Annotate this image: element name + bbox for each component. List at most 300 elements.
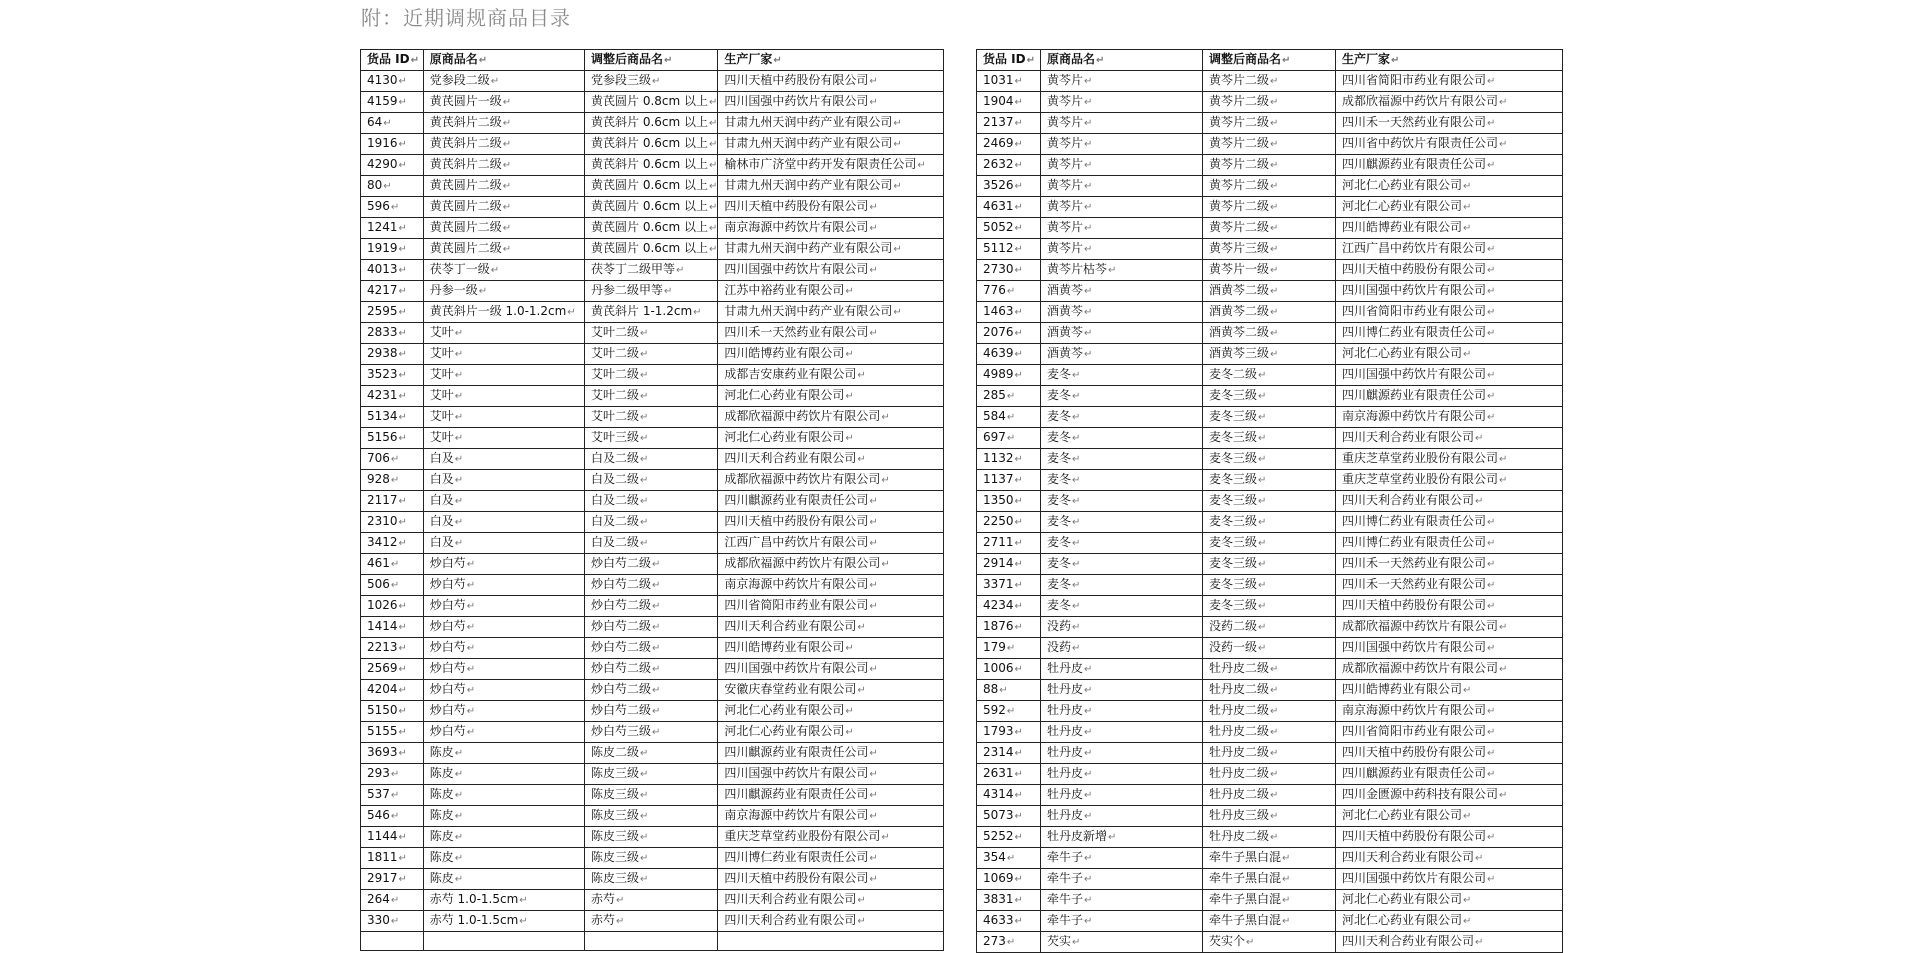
cell-text: 3831 — [983, 892, 1014, 906]
item-id-cell — [977, 659, 1041, 680]
cell-text: 四川国强中药饮片有限公司 — [1342, 871, 1487, 885]
original-name-cell — [423, 386, 584, 407]
paragraph-mark: ↵ — [616, 916, 625, 927]
paragraph-mark: ↵ — [1006, 412, 1016, 423]
adjusted-name-cell — [585, 869, 718, 890]
manufacturer-cell — [718, 848, 944, 869]
item-id-cell — [977, 533, 1041, 554]
cell-text: 黄芩片 — [1047, 241, 1084, 255]
item-id-cell — [361, 302, 424, 323]
manufacturer-cell — [1336, 491, 1563, 512]
paragraph-mark: ↵ — [1258, 643, 1267, 654]
paragraph-mark: ↵ — [1014, 307, 1023, 318]
paragraph-mark: ↵ — [519, 895, 528, 906]
original-name-cell — [423, 827, 584, 848]
paragraph-mark: ↵ — [1499, 475, 1508, 486]
adjusted-name-cell — [1203, 617, 1336, 638]
cell-text: 264 — [367, 892, 390, 906]
paragraph-mark: ↵ — [1084, 706, 1093, 717]
table-row — [361, 134, 944, 155]
adjusted-name-cell — [585, 722, 718, 743]
table-row — [977, 680, 1563, 701]
paragraph-mark: ↵ — [1026, 55, 1035, 66]
cell-text: 没药 — [1047, 619, 1072, 633]
cell-text: 牵牛子 — [1047, 871, 1084, 885]
table-row — [977, 512, 1563, 533]
paragraph-mark: ↵ — [502, 244, 512, 255]
paragraph-mark: ↵ — [869, 811, 878, 822]
cell-text: 白及 — [429, 514, 454, 528]
adjusted-name-cell — [1203, 596, 1336, 617]
cell-text: 四川天植中药股份有限公司 — [724, 199, 869, 213]
cell-text: 4314 — [983, 787, 1014, 801]
item-id-cell — [977, 617, 1041, 638]
manufacturer-cell — [1336, 659, 1563, 680]
paragraph-mark: ↵ — [1463, 223, 1472, 234]
cell-text: 牵牛子黑白混 — [1209, 871, 1282, 885]
paragraph-mark: ↵ — [1014, 769, 1023, 780]
paragraph-mark: ↵ — [398, 412, 407, 423]
cell-text: 黄芩片 — [1047, 73, 1084, 87]
paragraph-mark: ↵ — [1072, 433, 1081, 444]
manufacturer-cell — [718, 449, 944, 470]
item-id-cell — [977, 911, 1041, 932]
table-row — [977, 218, 1563, 239]
page-title: 附：近期调规商品目录 — [361, 6, 571, 30]
cell-text: 成都欣福源中药饮片有限公司 — [1342, 619, 1499, 633]
paragraph-mark: ↵ — [1487, 517, 1496, 528]
paragraph-mark: ↵ — [454, 748, 464, 759]
original-name-cell — [1041, 911, 1203, 932]
right-table-header-row — [977, 50, 1563, 71]
cell-text: 黄芪斜片 0.6cm 以上 — [591, 136, 709, 150]
item-id-cell — [977, 113, 1041, 134]
paragraph-mark: ↵ — [1084, 769, 1093, 780]
cell-text: 5134 — [367, 409, 398, 423]
cell-text: 1811 — [367, 850, 398, 864]
paragraph-mark: ↵ — [869, 874, 878, 885]
original-name-cell — [423, 512, 584, 533]
table-row — [977, 239, 1563, 260]
adjusted-name-cell — [585, 596, 718, 617]
cell-text: 四川皓博药业有限公司 — [1342, 682, 1463, 696]
cell-text: 河北仁心药业有限公司 — [724, 724, 845, 738]
paragraph-mark: ↵ — [1014, 517, 1023, 528]
paragraph-mark: ↵ — [466, 664, 476, 675]
original-name-cell — [1041, 932, 1203, 953]
cell-text: 白及二级 — [591, 472, 640, 486]
paragraph-mark: ↵ — [1487, 265, 1496, 276]
original-name-cell — [1041, 365, 1203, 386]
paragraph-mark: ↵ — [502, 139, 512, 150]
cell-text: 艾叶 — [429, 409, 454, 423]
table-row — [361, 92, 944, 113]
paragraph-mark: ↵ — [1084, 139, 1093, 150]
cell-text: 1793 — [983, 724, 1014, 738]
cell-text: 牵牛子 — [1047, 913, 1084, 927]
item-id-cell — [361, 386, 424, 407]
item-id-cell — [977, 638, 1041, 659]
manufacturer-cell — [1336, 92, 1563, 113]
adjusted-name-cell — [585, 680, 718, 701]
cell-text: 麦冬 — [1047, 388, 1072, 402]
paragraph-mark: ↵ — [398, 328, 407, 339]
manufacturer-cell — [718, 806, 944, 827]
cell-text: 河北仁心药业有限公司 — [1342, 199, 1463, 213]
adjusted-name-cell — [585, 260, 718, 281]
cell-text: 河北仁心药业有限公司 — [1342, 913, 1463, 927]
column-header — [718, 50, 944, 71]
manufacturer-cell — [718, 512, 944, 533]
cell-text: 党参段三级 — [591, 73, 652, 87]
original-name-cell — [1041, 890, 1203, 911]
original-name-cell — [423, 491, 584, 512]
original-name-cell — [1041, 827, 1203, 848]
cell-text: 艾叶三级 — [591, 430, 640, 444]
cell-text: 成都欣福源中药饮片有限公司 — [1342, 661, 1499, 675]
cell-text: 炒白芍二级 — [591, 682, 652, 696]
item-id-cell — [361, 596, 424, 617]
paragraph-mark: ↵ — [693, 307, 702, 318]
cell-text: 艾叶二级 — [591, 325, 640, 339]
cell-text: 艾叶 — [429, 346, 454, 360]
paragraph-mark: ↵ — [398, 307, 407, 318]
cell-text: 5252 — [983, 829, 1014, 843]
paragraph-mark: ↵ — [1014, 601, 1023, 612]
cell-text: 炒白芍二级 — [591, 619, 652, 633]
paragraph-mark: ↵ — [466, 580, 476, 591]
paragraph-mark: ↵ — [466, 559, 476, 570]
cell-text: 艾叶 — [429, 430, 454, 444]
manufacturer-cell — [718, 260, 944, 281]
original-name-cell — [1041, 260, 1203, 281]
paragraph-mark: ↵ — [1463, 202, 1472, 213]
original-name-cell — [423, 239, 584, 260]
cell-text: 80 — [367, 178, 383, 192]
table-row — [977, 155, 1563, 176]
paragraph-mark: ↵ — [1014, 370, 1023, 381]
adjusted-name-cell — [1203, 239, 1336, 260]
table-row — [977, 743, 1563, 764]
table-row — [361, 764, 944, 785]
item-id-cell — [361, 218, 424, 239]
paragraph-mark: ↵ — [1084, 727, 1093, 738]
table-row — [977, 365, 1563, 386]
adjusted-name-cell — [585, 638, 718, 659]
manufacturer-cell — [1336, 260, 1563, 281]
item-id-cell — [977, 491, 1041, 512]
cell-text: 928 — [367, 472, 390, 486]
paragraph-mark: ↵ — [893, 118, 902, 129]
paragraph-mark: ↵ — [640, 370, 649, 381]
cell-text: 南京海源中药饮片有限公司 — [1342, 703, 1487, 717]
paragraph-mark: ↵ — [640, 790, 649, 801]
item-id-cell — [361, 344, 424, 365]
cell-text: 四川国强中药饮片有限公司 — [1342, 367, 1487, 381]
cell-text: 牵牛子黑白混 — [1209, 892, 1282, 906]
cell-text: 牡丹皮二级 — [1209, 724, 1270, 738]
paragraph-mark: ↵ — [1072, 622, 1081, 633]
paragraph-mark: ↵ — [398, 706, 407, 717]
paragraph-mark: ↵ — [390, 580, 400, 591]
table-row — [361, 911, 944, 932]
table-row — [361, 176, 944, 197]
cell-text: 黄芪圆片二级 — [429, 199, 502, 213]
manufacturer-cell — [1336, 512, 1563, 533]
cell-text: 2595 — [367, 304, 398, 318]
cell-text: 丹参二级甲等 — [591, 283, 664, 297]
item-id-cell — [361, 449, 424, 470]
cell-text: 陈皮 — [429, 871, 454, 885]
table-row — [977, 344, 1563, 365]
item-id-cell — [977, 869, 1041, 890]
paragraph-mark: ↵ — [1258, 433, 1267, 444]
manufacturer-cell — [1336, 365, 1563, 386]
paragraph-mark: ↵ — [1084, 685, 1093, 696]
paragraph-mark: ↵ — [1014, 244, 1023, 255]
cell-text: 330 — [367, 913, 390, 927]
original-name-cell — [1041, 134, 1203, 155]
adjusted-name-cell — [1203, 470, 1336, 491]
table-row — [977, 134, 1563, 155]
table-row — [361, 596, 944, 617]
adjusted-name-cell — [1203, 722, 1336, 743]
cell-text: 茯苓丁二级甲等 — [591, 262, 676, 276]
paragraph-mark: ↵ — [1084, 916, 1093, 927]
paragraph-mark: ↵ — [640, 811, 649, 822]
paragraph-mark: ↵ — [1006, 433, 1016, 444]
table-row — [977, 806, 1563, 827]
original-name-cell — [423, 71, 584, 92]
original-name-cell — [423, 722, 584, 743]
paragraph-mark: ↵ — [502, 223, 512, 234]
cell-text: 炒白芍 — [429, 556, 466, 570]
table-row — [977, 386, 1563, 407]
paragraph-mark: ↵ — [1014, 118, 1023, 129]
paragraph-mark: ↵ — [390, 895, 400, 906]
original-name-cell — [1041, 281, 1203, 302]
cell-text: 炒白芍二级 — [591, 598, 652, 612]
paragraph-mark: ↵ — [857, 622, 866, 633]
adjusted-name-cell — [585, 239, 718, 260]
cell-text: 黄芩片二级 — [1209, 157, 1270, 171]
cell-text: 1463 — [983, 304, 1014, 318]
cell-text: 陈皮三级 — [591, 829, 640, 843]
cell-text: 四川省中药饮片有限责任公司 — [1342, 136, 1499, 150]
item-id-cell — [977, 176, 1041, 197]
original-name-cell — [1041, 638, 1203, 659]
cell-text: 牡丹皮 — [1047, 745, 1084, 759]
cell-text: 四川天植中药股份有限公司 — [1342, 262, 1487, 276]
table-row — [361, 449, 944, 470]
table-row — [361, 827, 944, 848]
cell-text: 4633 — [983, 913, 1014, 927]
cell-text: 黄芩片二级 — [1209, 94, 1270, 108]
left-table-header-row — [361, 50, 944, 71]
paragraph-mark: ↵ — [1463, 349, 1472, 360]
table-row — [361, 407, 944, 428]
paragraph-mark: ↵ — [1014, 727, 1023, 738]
item-id-cell — [977, 155, 1041, 176]
paragraph-mark: ↵ — [454, 538, 464, 549]
paragraph-mark: ↵ — [652, 664, 661, 675]
item-id-cell — [977, 764, 1041, 785]
item-id-cell — [977, 281, 1041, 302]
paragraph-mark: ↵ — [390, 916, 400, 927]
paragraph-mark: ↵ — [881, 559, 890, 570]
cell-text: 黄芩片 — [1047, 94, 1084, 108]
cell-text: 黄芩片 — [1047, 157, 1084, 171]
original-name-cell — [423, 785, 584, 806]
cell-text: 4639 — [983, 346, 1014, 360]
paragraph-mark: ↵ — [1096, 55, 1105, 66]
manufacturer-cell — [718, 869, 944, 890]
paragraph-mark: ↵ — [640, 538, 649, 549]
paragraph-mark: ↵ — [1072, 580, 1081, 591]
manufacturer-cell — [1336, 71, 1563, 92]
paragraph-mark: ↵ — [1487, 160, 1496, 171]
paragraph-mark: ↵ — [383, 118, 392, 129]
original-name-cell — [1041, 113, 1203, 134]
paragraph-mark: ↵ — [1487, 706, 1496, 717]
original-name-cell — [423, 281, 584, 302]
cell-text: 黄芪圆片二级 — [429, 220, 502, 234]
item-id-cell — [977, 701, 1041, 722]
original-name-cell — [1041, 218, 1203, 239]
item-id-cell — [977, 386, 1041, 407]
cell-text: 四川天利合药业有限公司 — [724, 619, 857, 633]
cell-text: 黄芩片二级 — [1209, 178, 1270, 192]
original-name-cell — [1041, 449, 1203, 470]
cell-text: 成都欣福源中药饮片有限公司 — [1342, 94, 1499, 108]
table-row — [361, 617, 944, 638]
manufacturer-cell — [718, 323, 944, 344]
paragraph-mark: ↵ — [857, 685, 866, 696]
paragraph-mark: ↵ — [1270, 118, 1279, 129]
cell-text: 四川国强中药饮片有限公司 — [1342, 283, 1487, 297]
cell-text: 黄芩片二级 — [1209, 199, 1270, 213]
paragraph-mark: ↵ — [1014, 874, 1023, 885]
adjusted-name-cell — [1203, 701, 1336, 722]
adjusted-name-cell — [585, 323, 718, 344]
cell-text: 麦冬 — [1047, 598, 1072, 612]
paragraph-mark: ↵ — [398, 349, 407, 360]
paragraph-mark: ↵ — [652, 685, 661, 696]
paragraph-mark: ↵ — [1084, 286, 1093, 297]
manufacturer-cell — [718, 344, 944, 365]
original-name-cell — [1041, 575, 1203, 596]
paragraph-mark: ↵ — [1270, 685, 1279, 696]
paragraph-mark: ↵ — [1270, 286, 1279, 297]
cell-text: 麦冬三级 — [1209, 556, 1258, 570]
item-id-cell — [361, 365, 424, 386]
manufacturer-cell — [1336, 722, 1563, 743]
original-name-cell — [423, 218, 584, 239]
adjusted-name-cell — [1203, 890, 1336, 911]
adjusted-name-cell — [585, 890, 718, 911]
table-row — [361, 302, 944, 323]
column-header — [1336, 50, 1563, 71]
cell-text: 776 — [983, 283, 1006, 297]
cell-text: 重庆芝草堂药业股份有限公司 — [724, 829, 881, 843]
paragraph-mark: ↵ — [1084, 748, 1093, 759]
table-row — [361, 197, 944, 218]
paragraph-mark: ↵ — [1014, 895, 1023, 906]
adjusted-name-cell — [1203, 575, 1336, 596]
cell-text: 四川天利合药业有限公司 — [724, 892, 857, 906]
cell-text: 293 — [367, 766, 390, 780]
cell-text: 牡丹皮 — [1047, 766, 1084, 780]
cell-text: 1919 — [367, 241, 398, 255]
paragraph-mark: ↵ — [454, 433, 464, 444]
cell-text: 四川皓博药业有限公司 — [724, 640, 845, 654]
cell-text: 四川麒源药业有限责任公司 — [724, 745, 869, 759]
paragraph-mark: ↵ — [398, 832, 407, 843]
paragraph-mark: ↵ — [1487, 727, 1496, 738]
cell-text: 麦冬三级 — [1209, 451, 1258, 465]
table-row — [361, 701, 944, 722]
item-id-cell — [361, 113, 424, 134]
cell-text: 四川禾一天然药业有限公司 — [1342, 577, 1487, 591]
adjusted-name-cell — [585, 932, 718, 951]
paragraph-mark: ↵ — [845, 643, 854, 654]
cell-text: 四川国强中药饮片有限公司 — [724, 94, 869, 108]
paragraph-mark: ↵ — [390, 454, 400, 465]
cell-text: 酒黄芩 — [1047, 283, 1084, 297]
manufacturer-cell — [718, 554, 944, 575]
manufacturer-cell — [718, 176, 944, 197]
cell-text: 成都欣福源中药饮片有限公司 — [724, 472, 881, 486]
table-row — [361, 71, 944, 92]
paragraph-mark: ↵ — [1258, 496, 1267, 507]
paragraph-mark: ↵ — [845, 286, 854, 297]
item-id-cell — [361, 764, 424, 785]
paragraph-mark: ↵ — [652, 580, 661, 591]
paragraph-mark: ↵ — [1463, 811, 1472, 822]
original-name-cell — [423, 323, 584, 344]
paragraph-mark: ↵ — [502, 118, 512, 129]
manufacturer-cell — [718, 533, 944, 554]
cell-text: 2938 — [367, 346, 398, 360]
paragraph-mark: ↵ — [1487, 328, 1496, 339]
original-name-cell — [1041, 176, 1203, 197]
cell-text: 牡丹皮二级 — [1209, 745, 1270, 759]
cell-text: 1350 — [983, 493, 1014, 507]
paragraph-mark: ↵ — [398, 244, 407, 255]
cell-text: 重庆芝草堂药业股份有限公司 — [1342, 451, 1499, 465]
adjusted-name-cell — [585, 533, 718, 554]
cell-text: 河北仁心药业有限公司 — [1342, 178, 1463, 192]
cell-text: 牡丹皮 — [1047, 703, 1084, 717]
paragraph-mark: ↵ — [1006, 391, 1016, 402]
cell-text: 重庆芝草堂药业股份有限公司 — [1342, 472, 1499, 486]
cell-text: 陈皮三级 — [591, 766, 640, 780]
cell-text: 牡丹皮新增 — [1047, 829, 1108, 843]
adjusted-name-cell — [585, 428, 718, 449]
paragraph-mark: ↵ — [1270, 139, 1279, 150]
table-row — [977, 911, 1563, 932]
manufacturer-cell — [718, 659, 944, 680]
paragraph-mark: ↵ — [1006, 937, 1016, 948]
manufacturer-cell — [1336, 302, 1563, 323]
column-header-label: 货品 ID — [367, 52, 410, 66]
item-id-cell — [977, 512, 1041, 533]
table-row — [361, 554, 944, 575]
paragraph-mark: ↵ — [1014, 559, 1023, 570]
adjusted-name-cell — [1203, 323, 1336, 344]
table-row — [361, 281, 944, 302]
cell-text: 2631 — [983, 766, 1014, 780]
